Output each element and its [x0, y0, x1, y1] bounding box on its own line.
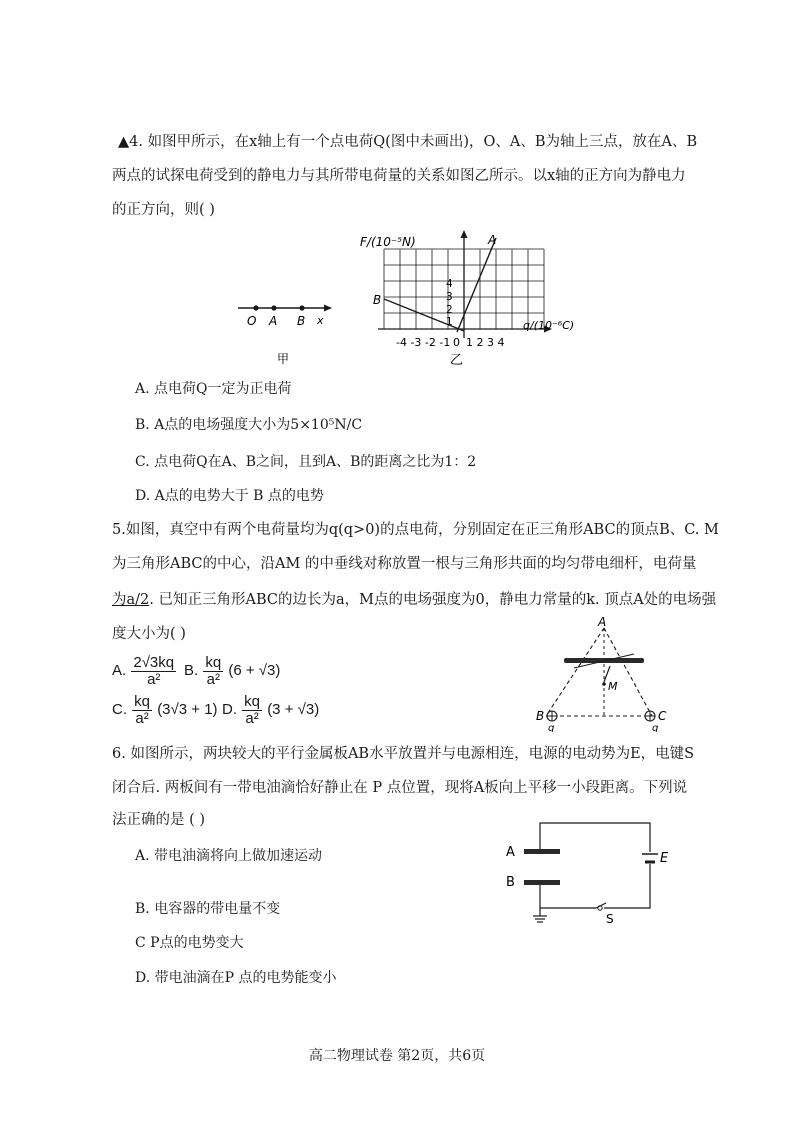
f-axis-label: F/(10⁻⁵N)	[360, 235, 416, 249]
q5-option-a	[112, 654, 177, 688]
q5-option-b-tail: (6 + √3)	[228, 661, 281, 679]
q5-option-c-label: C.	[112, 700, 127, 718]
f-axis-arrow	[461, 230, 468, 238]
q5-option-b-denominator: a²	[206, 671, 220, 688]
y-tick-3: 3	[446, 291, 453, 303]
x-ticks-positive: 1 2 3 4	[466, 336, 505, 349]
point-o	[253, 305, 258, 310]
plate-b	[524, 880, 560, 885]
page-footer: 高二物理试卷 第2页，共6页	[308, 1048, 486, 1064]
q5-option-d-tail: (3 + √3)	[267, 700, 320, 718]
q5-option-c-fraction	[132, 693, 152, 727]
x-ticks-negative: -4 -3 -2 -1	[396, 336, 451, 349]
label-a: A	[269, 314, 278, 328]
q5-option-b	[184, 654, 280, 688]
y-tick-1: 1	[446, 316, 453, 328]
q6-stem-line3: 法正确的是 ( )	[112, 812, 206, 828]
vertex-a-label: A	[598, 616, 607, 629]
caption-yi: 乙	[450, 353, 464, 368]
q4-option-b: B. A点的电场强度大小为5×10⁵N/C	[135, 417, 363, 433]
label-o: O	[247, 314, 257, 328]
wire-bottom	[540, 885, 596, 908]
q4-option-c: C. 点电荷Q在A、B之间，且到A、B的距离之比为1：2	[135, 454, 477, 470]
q6-stem-line2: 闭合后. 两板间有一带电油滴恰好静止在 P 点位置，现将A板向上平移一小段距离。下列说	[112, 780, 688, 796]
x-axis-arrow	[324, 305, 332, 312]
wire-top	[540, 823, 650, 852]
point-b	[299, 305, 304, 310]
q5-option-c	[112, 693, 218, 727]
point-m	[602, 682, 606, 686]
q4-option-a: A. 点电荷Q一定为正电荷	[135, 381, 292, 397]
q5-option-d	[222, 693, 319, 727]
q6-option-d: D. 带电油滴在P 点的电势能变小	[135, 970, 337, 986]
q5-option-c-tail: (3√3 + 1)	[157, 700, 218, 718]
q4-figure-yi	[360, 226, 600, 368]
q6-figure-circuit	[502, 818, 688, 930]
q5-charge-underlined: 为a/2	[112, 592, 150, 608]
vertex-b-label: B	[536, 709, 545, 723]
q5-option-d-label: D.	[222, 700, 237, 718]
q5-stem-line4: 度大小为( )	[112, 626, 186, 642]
q5-option-d-numerator: kq	[244, 693, 261, 710]
q5-option-a-denominator: a²	[147, 671, 161, 688]
q5-stem-line3	[112, 588, 716, 609]
side-ac	[604, 628, 652, 716]
q5-stem-line2: 为三角形ABC的中心，沿AM 的中垂线对称放置一根与三角形共面的均匀带电细杆，电荷量	[112, 556, 697, 572]
q4-option-d: D. A点的电势大于 B 点的电势	[135, 488, 324, 504]
line-a	[457, 238, 496, 332]
line-a-label: A	[488, 233, 497, 247]
y-tick-2: 2	[446, 304, 453, 316]
q5-option-c-denominator: a²	[135, 710, 149, 727]
plate-a-label: A	[506, 845, 515, 860]
caption-jia: 甲	[277, 352, 290, 366]
q6-option-c: C P点的电势变大	[135, 935, 244, 951]
q-axis-label: q/(10⁻⁶C)	[523, 319, 575, 332]
wire-right	[604, 864, 650, 908]
charge-c-label: q	[652, 723, 659, 732]
q5-figure-triangle	[534, 616, 674, 732]
line-b-label: B	[373, 293, 382, 307]
q5-option-b-label: B.	[184, 661, 199, 679]
plate-a	[524, 849, 560, 854]
q4-figure-jia	[236, 296, 336, 366]
q5-option-a-label: A.	[112, 661, 127, 679]
center-m-label: M	[608, 680, 618, 693]
emf-label: E	[660, 851, 669, 866]
q5-stem-line3-rest: . 已知正三角形ABC的边长为a，M点的电场强度为0，静电力常量的k. 顶点A处的电场强	[149, 592, 717, 608]
q5-option-d-denominator: a²	[245, 710, 259, 727]
point-a	[271, 305, 276, 310]
q5-option-b-fraction	[203, 654, 223, 688]
q5-option-a-fraction	[131, 654, 176, 688]
charge-b-label: q	[548, 723, 555, 732]
x-tick-origin: 0	[453, 336, 460, 349]
q6-stem-line1: 6. 如图所示，两块较大的平行金属板AB水平放置并与电源相连，电源的电动势为E，电键S	[112, 746, 695, 762]
q5-option-d-fraction	[242, 693, 262, 727]
q4-stem-line3: 的正方向，则( )	[112, 202, 215, 218]
q4-stem-line1: ▲4. 如图甲所示，在x轴上有一个点电荷Q(图中未画出)，O、A、B为轴上三点，放在A、B	[118, 134, 698, 150]
plate-b-label: B	[506, 875, 515, 890]
q5-option-a-numerator: 2√3kq	[133, 654, 175, 671]
vertex-c-label: C	[658, 709, 667, 723]
switch-label: S	[606, 912, 614, 926]
q6-option-b: B. 电容器的带电量不变	[135, 901, 281, 917]
q5-stem-line1: 5.如图，真空中有两个电荷量均为q(q>0)的点电荷，分别固定在正三角形ABC的顶点B、C. M	[112, 522, 719, 538]
q4-stem-line2: 两点的试探电荷受到的静电力与其所带电荷量的关系如图乙所示。以x轴的正方向为静电力	[112, 168, 686, 184]
side-ab	[546, 628, 604, 716]
label-b: B	[297, 314, 306, 328]
q5-option-b-numerator: kq	[205, 654, 222, 671]
label-x: x	[317, 314, 324, 327]
q5-option-c-numerator: kq	[134, 693, 151, 710]
q6-option-a: A. 带电油滴将向上做加速运动	[135, 848, 323, 864]
y-tick-4: 4	[446, 278, 453, 290]
